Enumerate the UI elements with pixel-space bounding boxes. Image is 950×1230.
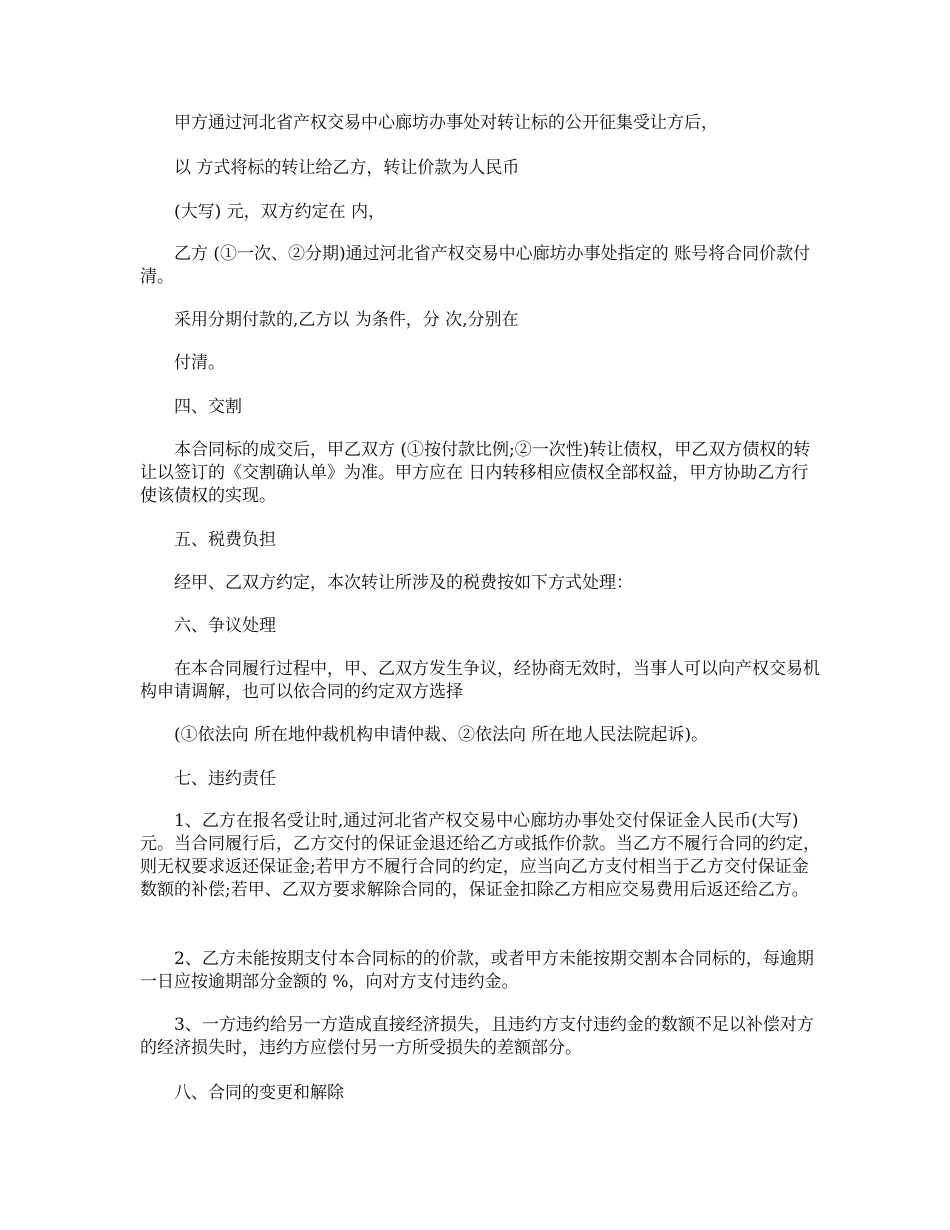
paragraph-payment-method: 乙方 (①一次、②分期)通过河北省产权交易中心廊坊办事处指定的 账号将合同价款付清。 — [140, 244, 811, 287]
paragraph-transfer-intro: 甲方通过河北省产权交易中心廊坊办事处对转让标的公开征集受让方后， — [174, 113, 718, 133]
section-heading-disputes: 六、争议处理 — [174, 616, 276, 636]
paragraph-taxes: 经甲、乙双方约定，本次转让所涉及的税费按如下方式处理： — [174, 573, 633, 593]
paragraph-disputes: 在本合同履行过程中，甲、乙双方发生争议，经协商无效时，当事人可以向产权交易机构申请调解，也可以依合同的约定双方选择 — [140, 659, 820, 702]
paragraph-liability-1: 1、乙方在报名受让时,通过河北省产权交易中心廊坊办事处交付保证金人民币(大写) 元。当合同履行后，乙方交付的保证金退还给乙方或抵作价款。当乙方不履行合同的约定，则无权要求返还保证金;若甲方不履行合同的约定，应当向乙方支付相当于乙方交付保证金数额的补偿;若甲、乙双方要求解除合同的，保证金扣除乙方相应交易费用后返还给乙方。 — [140, 811, 820, 900]
section-heading-delivery: 四、交割 — [174, 397, 242, 417]
section-heading-liability: 七、违约责任 — [174, 769, 276, 789]
paragraph-liability-3: 3、一方违约给另一方造成直接经济损失，且违约方支付违约金的数额不足以补偿对方的经济损失时，违约方应偿付另一方所受损失的差额部分。 — [140, 1015, 814, 1058]
section-heading-taxes: 五、税费负担 — [174, 530, 276, 550]
paragraph-transfer-method: 以 方式将标的转让给乙方，转让价款为人民币 — [174, 158, 520, 178]
section-heading-amendment: 八、合同的变更和解除 — [174, 1083, 344, 1103]
paragraph-dispute-options: (①依法向 所在地仲裁机构申请仲裁、②依法向 所在地人民法院起诉)。 — [174, 725, 709, 745]
paragraph-installment: 采用分期付款的,乙方以 为条件，分 次,分别在 — [174, 310, 519, 330]
paragraph-paid-off: 付清。 — [174, 353, 225, 373]
paragraph-price-amount: (大写) 元，双方约定在 内， — [174, 202, 386, 222]
paragraph-delivery: 本合同标的成交后，甲乙双方 (①按付款比例;②一次性)转让债权，甲乙双方债权的转让以签订的《交割确认单》为准。甲方应在 日内转移相应债权全部权益，甲方协助乙方行使该债权的实现。 — [140, 440, 811, 506]
paragraph-liability-2: 2、乙方未能按期支付本合同标的的价款，或者甲方未能按期交割本合同标的，每逾期一日应按逾期部分金额的 %，向对方支付违约金。 — [140, 949, 814, 992]
